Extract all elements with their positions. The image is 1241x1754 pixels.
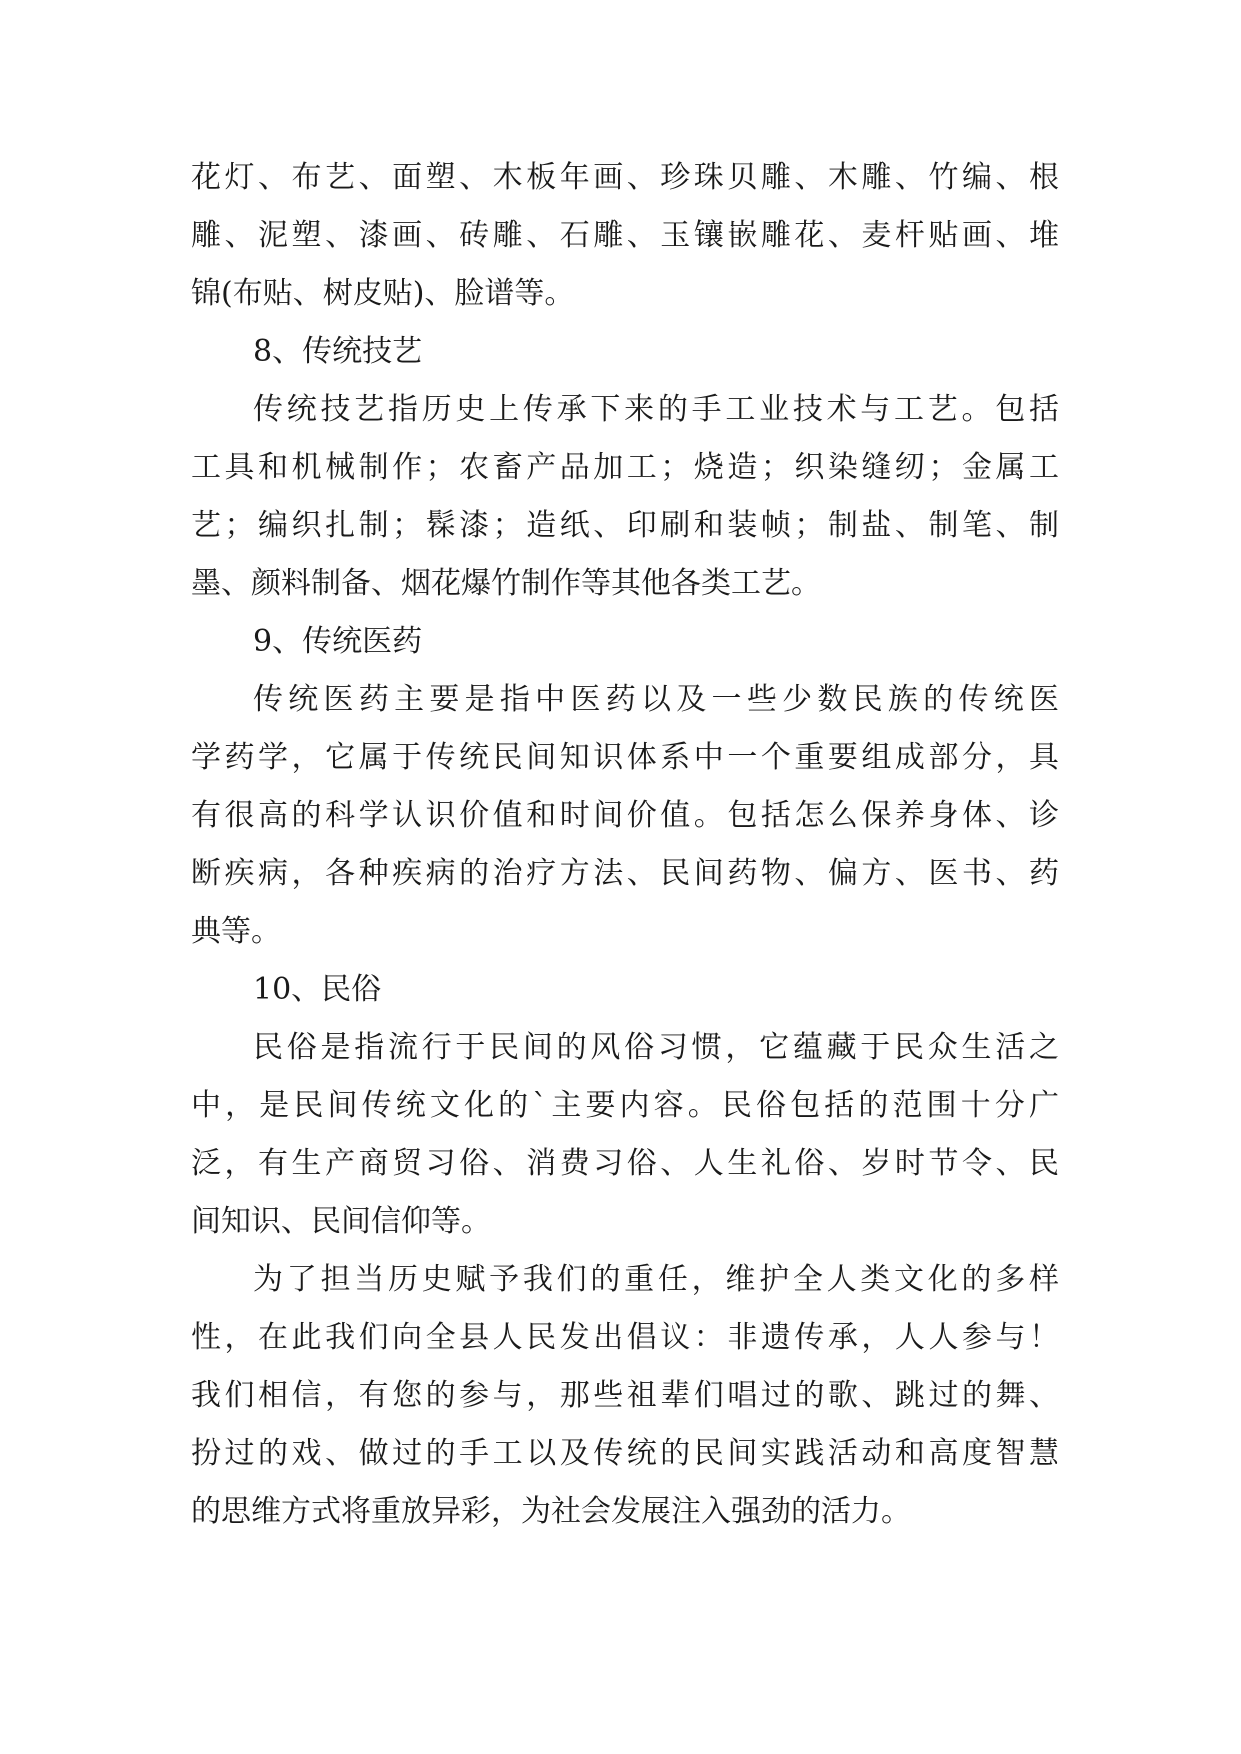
paragraph-line: 锦(布贴、树皮贴)、脸谱等。 [191,276,575,311]
paragraph-line: 雕、泥塑、漆画、砖雕、石雕、玉镶嵌雕花、麦杆贴画、堆 [191,218,1059,253]
paragraph-line: 墨、颜料制备、烟花爆竹制作等其他各类工艺。 [191,566,821,601]
paragraph-line: 的思维方式将重放异彩，为社会发展注入强劲的活力。 [191,1494,911,1529]
paragraph-line: 为了担当历史赋予我们的重任，维护全人类文化的多样 [253,1262,1059,1297]
paragraph-line: 花灯、布艺、面塑、木板年画、珍珠贝雕、木雕、竹编、根 [191,160,1059,195]
paragraph-line: 艺；编织扎制；髹漆；造纸、印刷和装帧；制盐、制笔、制 [191,508,1059,543]
paragraph-line: 我们相信，有您的参与，那些祖辈们唱过的歌、跳过的舞、 [191,1378,1059,1413]
paragraph-line: 典等。 [191,914,281,949]
paragraph-line: 中，是民间传统文化的`主要内容。民俗包括的范围十分广 [191,1088,1059,1123]
paragraph-line: 有很高的科学认识价值和时间价值。包括怎么保养身体、诊 [191,798,1059,833]
section-heading: 9、传统医药 [253,624,423,659]
paragraph-line: 性，在此我们向全县人民发出倡议：非遗传承，人人参与！ [191,1320,1059,1355]
paragraph-line: 扮过的戏、做过的手工以及传统的民间实践活动和高度智慧 [191,1436,1059,1471]
paragraph-line: 间知识、民间信仰等。 [191,1204,491,1239]
paragraph-line: 断疾病，各种疾病的治疗方法、民间药物、偏方、医书、药 [191,856,1059,891]
section-heading: 8、传统技艺 [253,334,423,369]
paragraph-line: 传统技艺指历史上传承下来的手工业技术与工艺。包括 [253,392,1059,427]
paragraph-line: 工具和机械制作；农畜产品加工；烧造；织染缝纫；金属工 [191,450,1059,485]
paragraph-line: 传统医药主要是指中医药以及一些少数民族的传统医 [253,682,1059,717]
paragraph-line: 民俗是指流行于民间的风俗习惯，它蕴藏于民众生活之 [253,1030,1059,1065]
paragraph-line: 学药学，它属于传统民间知识体系中一个重要组成部分，具 [191,740,1059,775]
section-heading: 10、民俗 [253,972,382,1007]
paragraph-line: 泛，有生产商贸习俗、消费习俗、人生礼俗、岁时节令、民 [191,1146,1059,1181]
